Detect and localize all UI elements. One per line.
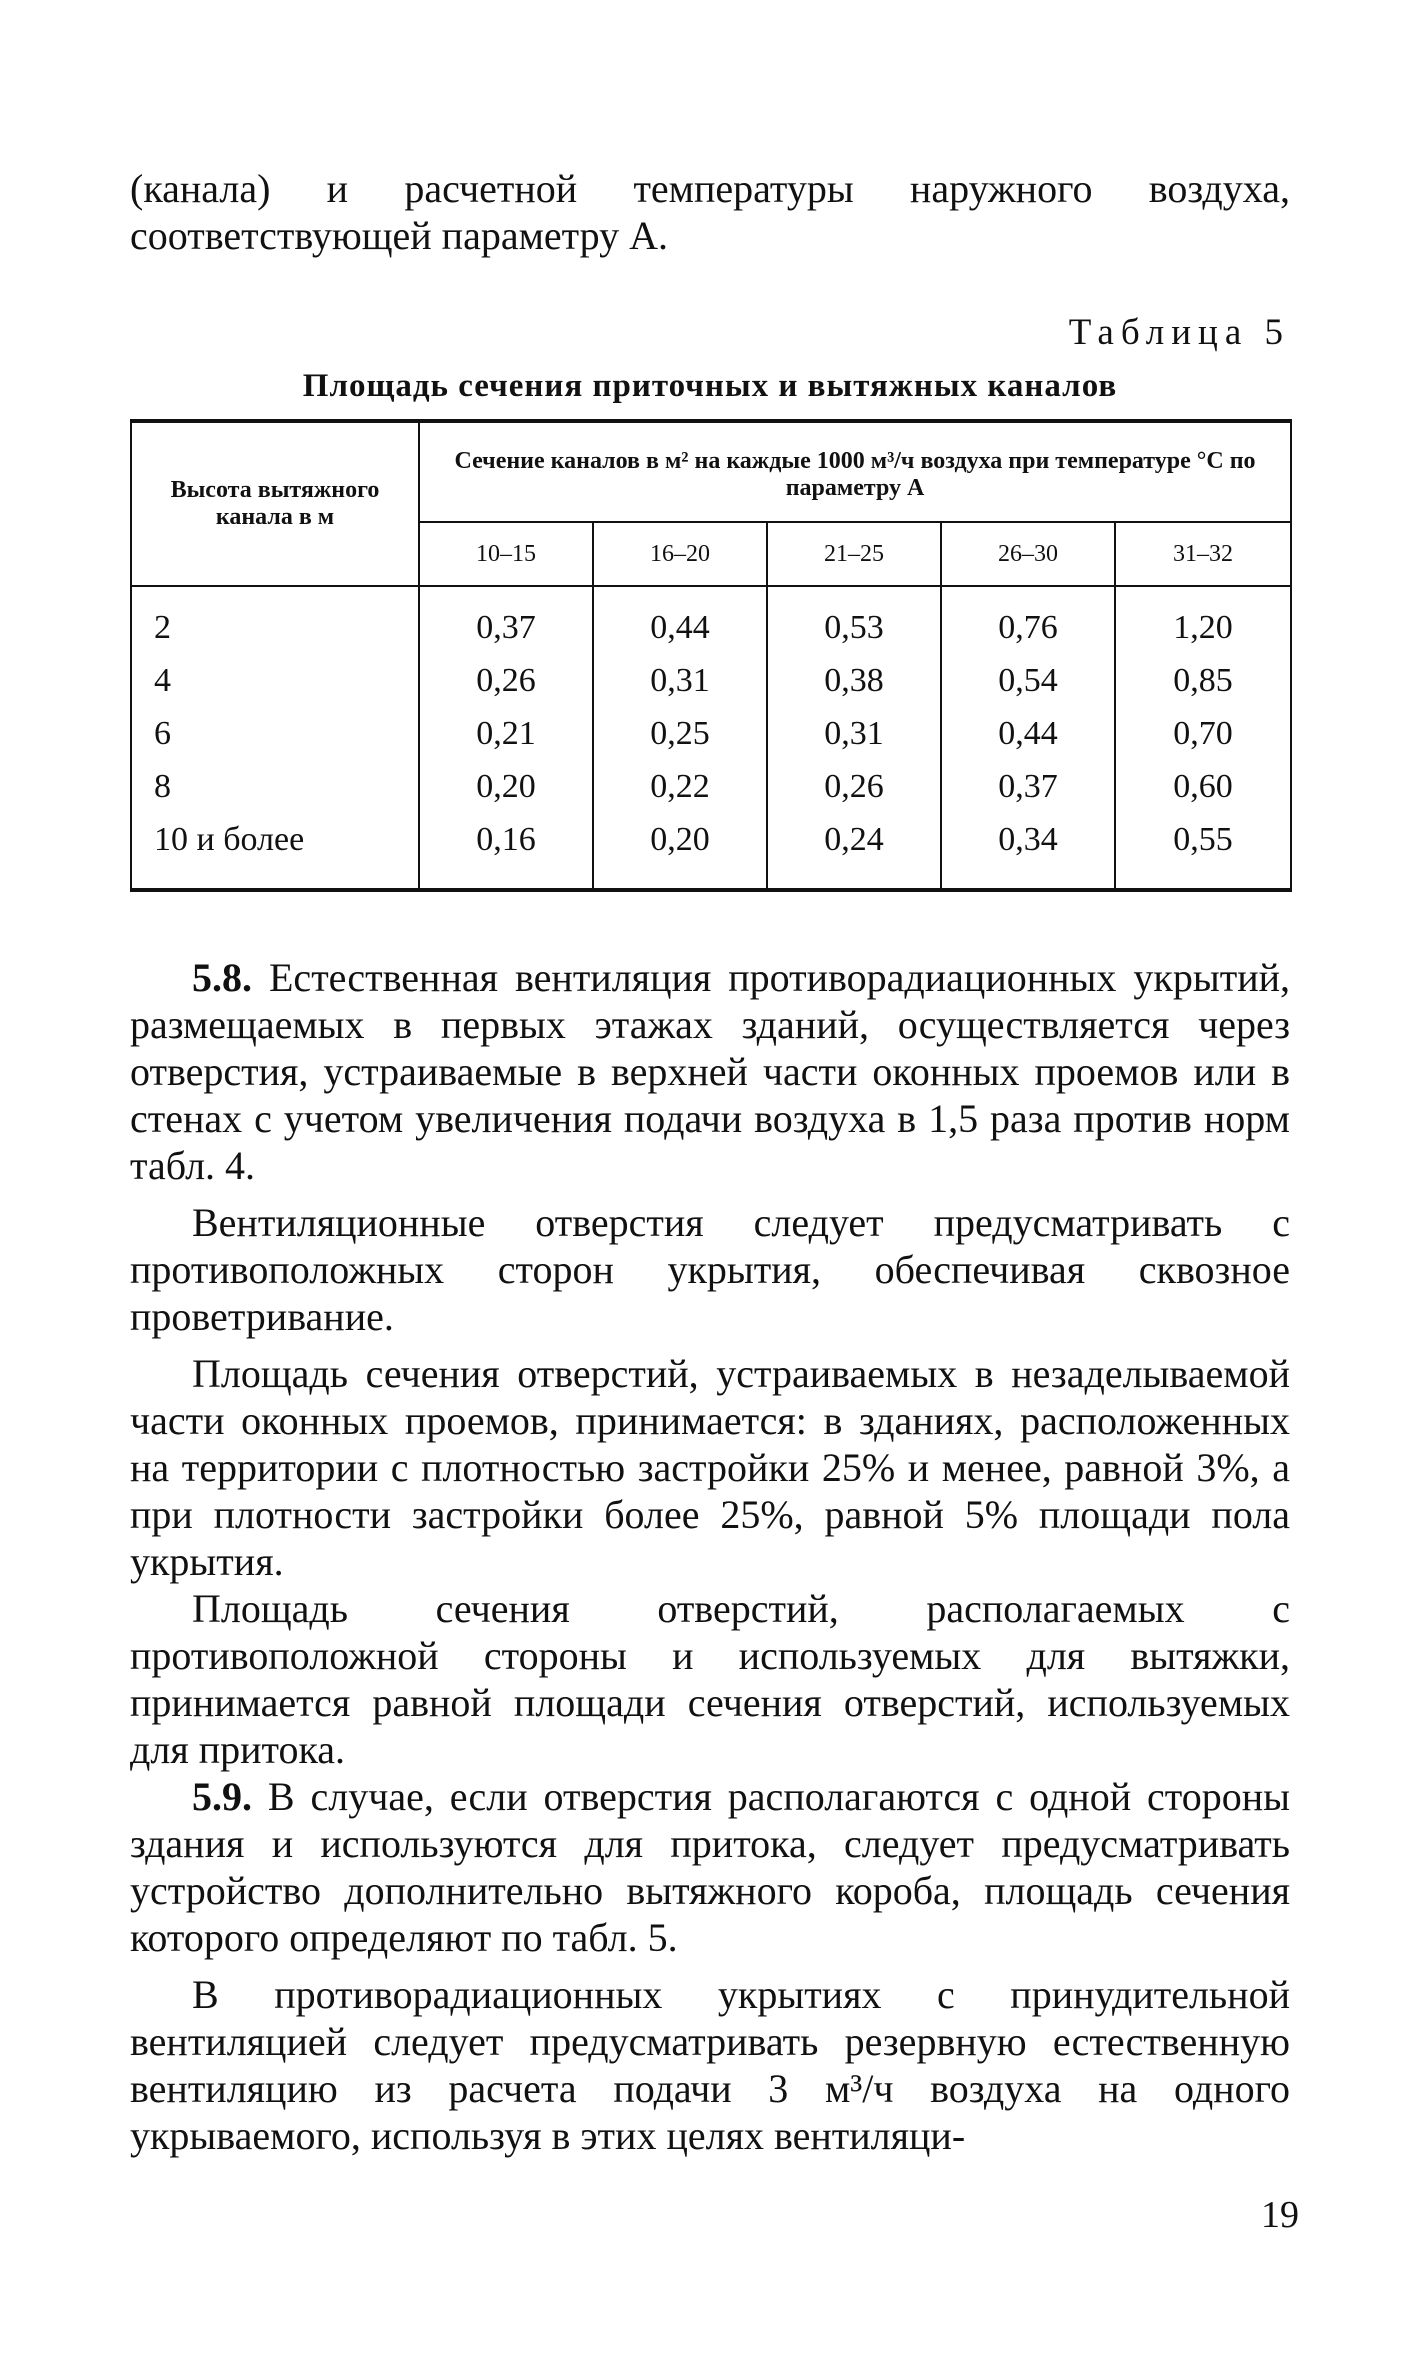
document-page xyxy=(130,165,1290,2159)
group-header: Сечение каналов в м² на каждые 1000 м³/ч воздуха при температуре °С по параметру А xyxy=(419,421,1291,522)
table-cell: 0,44 xyxy=(593,586,767,654)
table-cell: 0,21 xyxy=(419,707,593,760)
table-label: Таблица 5 xyxy=(1068,312,1290,353)
page-number: 19 xyxy=(1261,2194,1299,2236)
table-cell: 0,54 xyxy=(941,654,1115,707)
column-header: 21–25 xyxy=(767,522,941,586)
table-cell: 0,60 xyxy=(1115,760,1291,813)
table-cell: 1,20 xyxy=(1115,586,1291,654)
section-text: В случае, если отверстия располагаются с одной стороны здания и используются для притока, следует предусматривать устройство дополнительно вытяжного короба, площадь сечения которого определяют по табл. 5. xyxy=(130,1774,1291,1960)
ventilation-table xyxy=(130,419,1292,892)
section-number: 5.9. xyxy=(192,1774,252,1819)
paragraph: Площадь сечения отверстий, устраиваемых в незаделываемой части оконных проемов, принимается: в зданиях, расположенных на территории с плотностью застройки 25% и менее, равной 3%, а при плотности застройки более 25%, равной 5% площади пола укрытия. xyxy=(130,1351,1290,1584)
table-cell: 0,53 xyxy=(767,586,941,654)
table-cell: 0,26 xyxy=(767,760,941,813)
row-height: 10 и более xyxy=(131,813,419,890)
table-cell: 0,22 xyxy=(593,760,767,813)
paragraph: Вентиляционные отверстия следует предусматривать с противоположных сторон укрытия, обеспечивая сквозное проветривание. xyxy=(130,1200,1290,1339)
row-height: 6 xyxy=(131,707,419,760)
table-cell: 0,37 xyxy=(419,586,593,654)
section-5-8 xyxy=(130,954,1290,1189)
row-height: 2 xyxy=(131,586,419,654)
column-header: 16–20 xyxy=(593,522,767,586)
column-header: 26–30 xyxy=(941,522,1115,586)
table-row xyxy=(131,707,1291,760)
table-cell: 0,24 xyxy=(767,813,941,890)
table-row xyxy=(131,760,1291,813)
table-cell: 0,25 xyxy=(593,707,767,760)
table-cell: 0,20 xyxy=(419,760,593,813)
table-cell: 0,55 xyxy=(1115,813,1291,890)
table-cell: 0,37 xyxy=(941,760,1115,813)
column-header: 31–32 xyxy=(1115,522,1291,586)
intro-paragraph: (канала) и расчетной температуры наружного воздуха, соответствующей параметру А. xyxy=(130,166,1290,258)
row-header: Высота вытяжного канала в м xyxy=(131,421,419,586)
section-number: 5.8. xyxy=(192,955,252,1000)
table-cell: 0,34 xyxy=(941,813,1115,890)
table-cell: 0,70 xyxy=(1115,707,1291,760)
table-row xyxy=(131,586,1291,654)
table-cell: 0,38 xyxy=(767,654,941,707)
paragraph: Площадь сечения отверстий, располагаемых с противоположной стороны и используемых для вытяжки, принимается равной площади сечения отверстий, используемых для притока. xyxy=(130,1586,1290,1772)
table-cell: 0,31 xyxy=(767,707,941,760)
table-cell: 0,44 xyxy=(941,707,1115,760)
row-height: 4 xyxy=(131,654,419,707)
column-header: 10–15 xyxy=(419,522,593,586)
section-text: Естественная вентиляция противорадиационных укрытий, размещаемых в первых этажах зданий, осуществляется через отверстия, устраиваемые в верхней части оконных проемов или в стенах с учетом увеличения подачи воздуха в 1,5 раза против норм табл. 4. xyxy=(130,955,1291,1188)
table-cell: 0,26 xyxy=(419,654,593,707)
table-cell: 0,76 xyxy=(941,586,1115,654)
table-row xyxy=(131,654,1291,707)
table-title: Площадь сечения приточных и вытяжных каналов xyxy=(302,368,1118,404)
paragraph: В противорадиационных укрытиях с принудительной вентиляцией следует предусматривать резервную естественную вентиляцию из расчета подачи 3 м³/ч воздуха на одного укрываемого, используя в этих целях вентиляци- xyxy=(130,1972,1290,2158)
table-row xyxy=(131,813,1291,890)
table-cell: 0,85 xyxy=(1115,654,1291,707)
row-height: 8 xyxy=(131,760,419,813)
body-text xyxy=(130,954,1290,2159)
section-5-9 xyxy=(130,1773,1290,1961)
table-cell: 0,20 xyxy=(593,813,767,890)
table-cell: 0,31 xyxy=(593,654,767,707)
table-cell: 0,16 xyxy=(419,813,593,890)
